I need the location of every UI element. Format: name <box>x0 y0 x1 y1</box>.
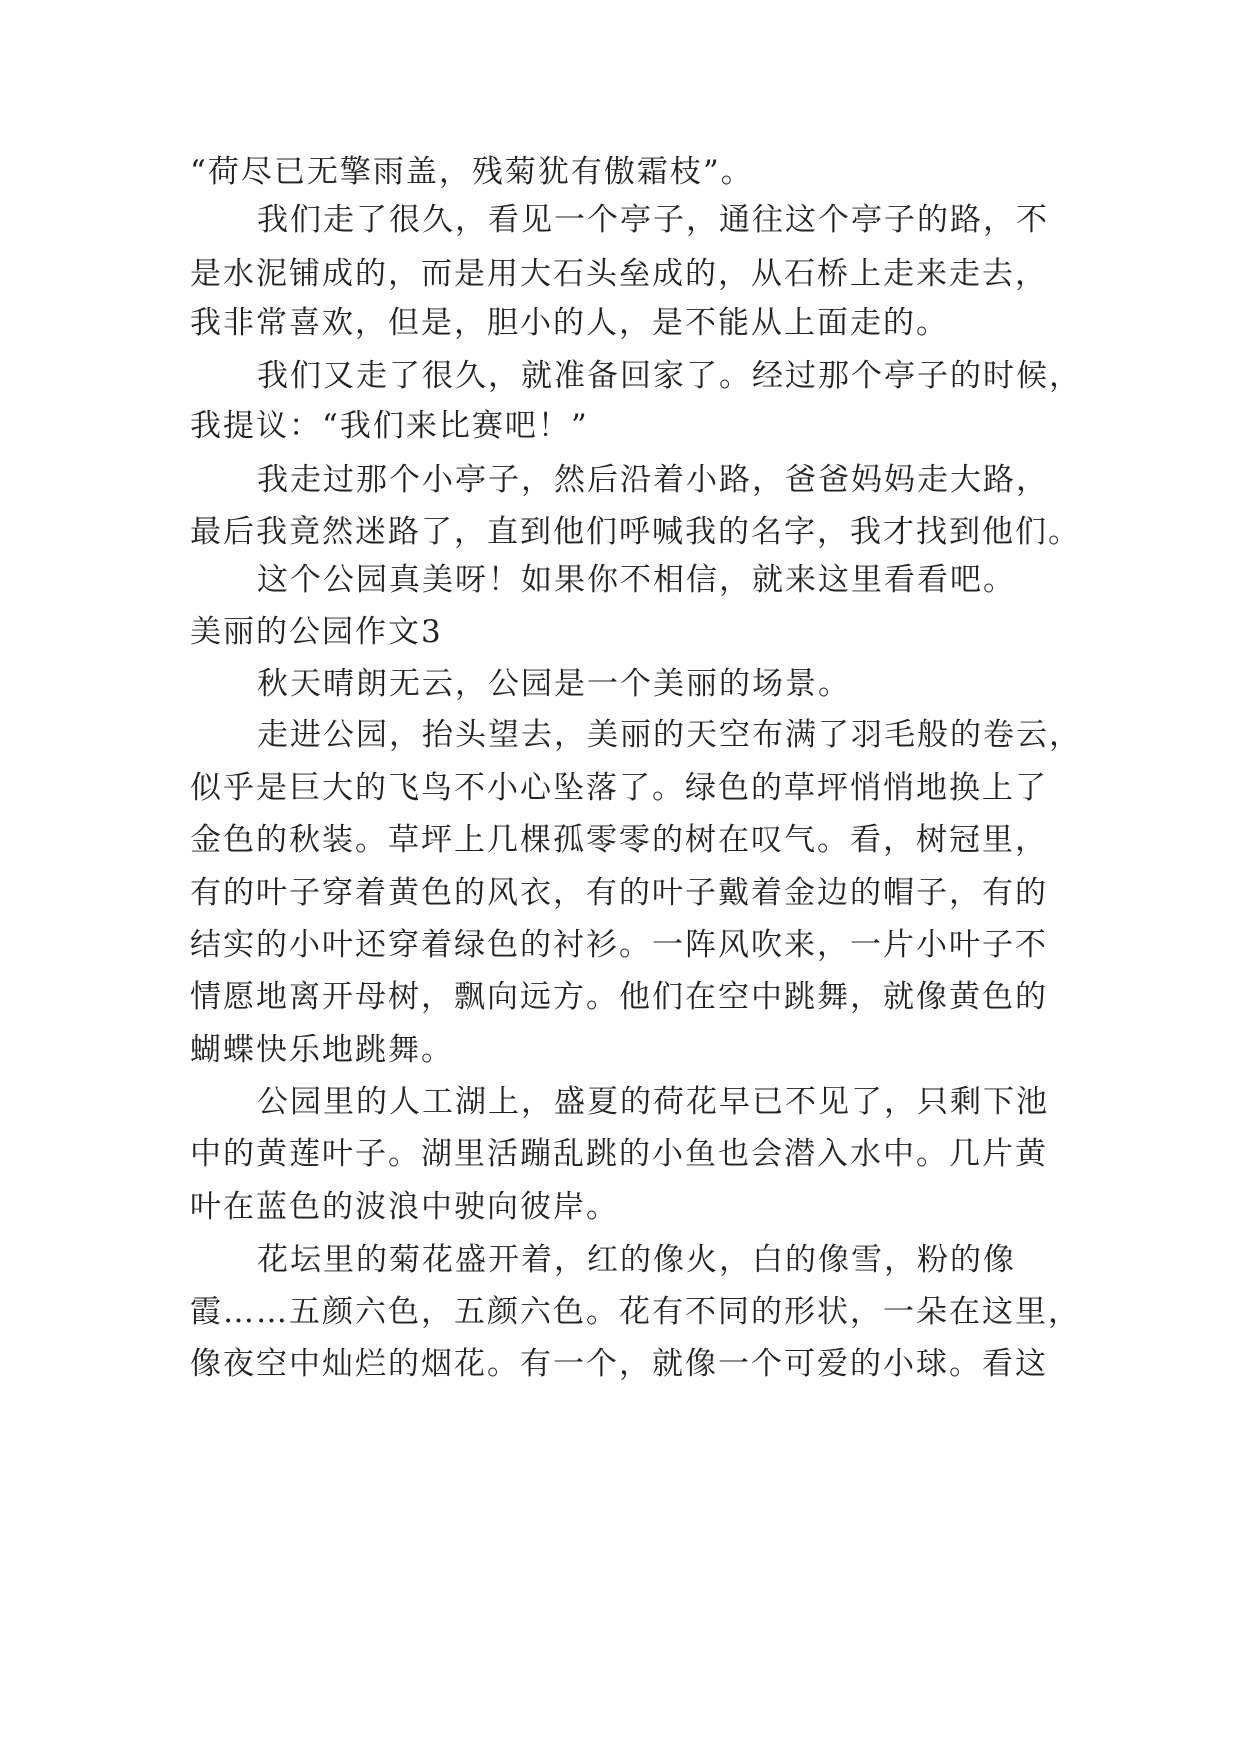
paragraph-start-line: 公园里的人工湖上，盛夏的荷花早已不见了，只剩下池 <box>257 1084 1049 1120</box>
text-line: 中的黄莲叶子。湖里活蹦乱跳的小鱼也会潜入水中。几片黄 <box>190 1136 1048 1172</box>
text-line: 霞……五颜六色，五颜六色。花有不同的形状，一朵在这里， <box>190 1294 1081 1330</box>
text-line: 蝴蝶快乐地跳舞。 <box>190 1032 454 1068</box>
text-line: 有的叶子穿着黄色的风衣，有的叶子戴着金边的帽子，有的 <box>190 875 1048 911</box>
paragraph-start-line: 我们又走了很久，就准备回家了。经过那个亭子的时候， <box>257 358 1082 394</box>
text-line: 情愿地离开母树，飘向远方。他们在空中跳舞，就像黄色的 <box>190 979 1048 1015</box>
paragraph-start-line: 走进公园，抬头望去，美丽的天空布满了羽毛般的卷云， <box>257 717 1082 753</box>
text-line: 最后我竟然迷路了，直到他们呼喊我的名字，我才找到他们。 <box>190 514 1081 550</box>
section-heading: 美丽的公园作文3 <box>190 614 443 650</box>
paragraph-start-line: 这个公园真美呀！如果你不相信，就来这里看看吧。 <box>257 562 1016 598</box>
paragraph-start-line: 秋天晴朗无云，公园是一个美丽的场景。 <box>257 666 851 702</box>
text-line: 结实的小叶还穿着绿色的衬衫。一阵风吹来，一片小叶子不 <box>190 927 1048 963</box>
text-line: 是水泥铺成的，而是用大石头垒成的，从石桥上走来走去， <box>190 256 1048 292</box>
text-line: 我非常喜欢，但是，胆小的人，是不能从上面走的。 <box>190 305 949 341</box>
paragraph-start-line: 我们走了很久，看见一个亭子，通往这个亭子的路，不 <box>257 202 1049 238</box>
text-line: 叶在蓝色的波浪中驶向彼岸。 <box>190 1189 619 1225</box>
text-line: 我提议：“我们来比赛吧！” <box>190 408 589 444</box>
paragraph-start-line: 花坛里的菊花盛开着，红的像火，白的像雪，粉的像 <box>257 1242 1016 1278</box>
text-line: 金色的秋装。草坪上几棵孤零零的树在叹气。看，树冠里， <box>190 822 1048 858</box>
paragraph-start-line: 我走过那个小亭子，然后沿着小路，爸爸妈妈走大路， <box>257 462 1049 498</box>
text-line: 似乎是巨大的飞鸟不小心坠落了。绿色的草坪悄悄地换上了 <box>190 770 1048 806</box>
text-line: “荷尽已无擎雨盖，残菊犹有傲霜枝”。 <box>190 154 754 190</box>
text-line: 像夜空中灿烂的烟花。有一个，就像一个可爱的小球。看这 <box>190 1346 1048 1382</box>
